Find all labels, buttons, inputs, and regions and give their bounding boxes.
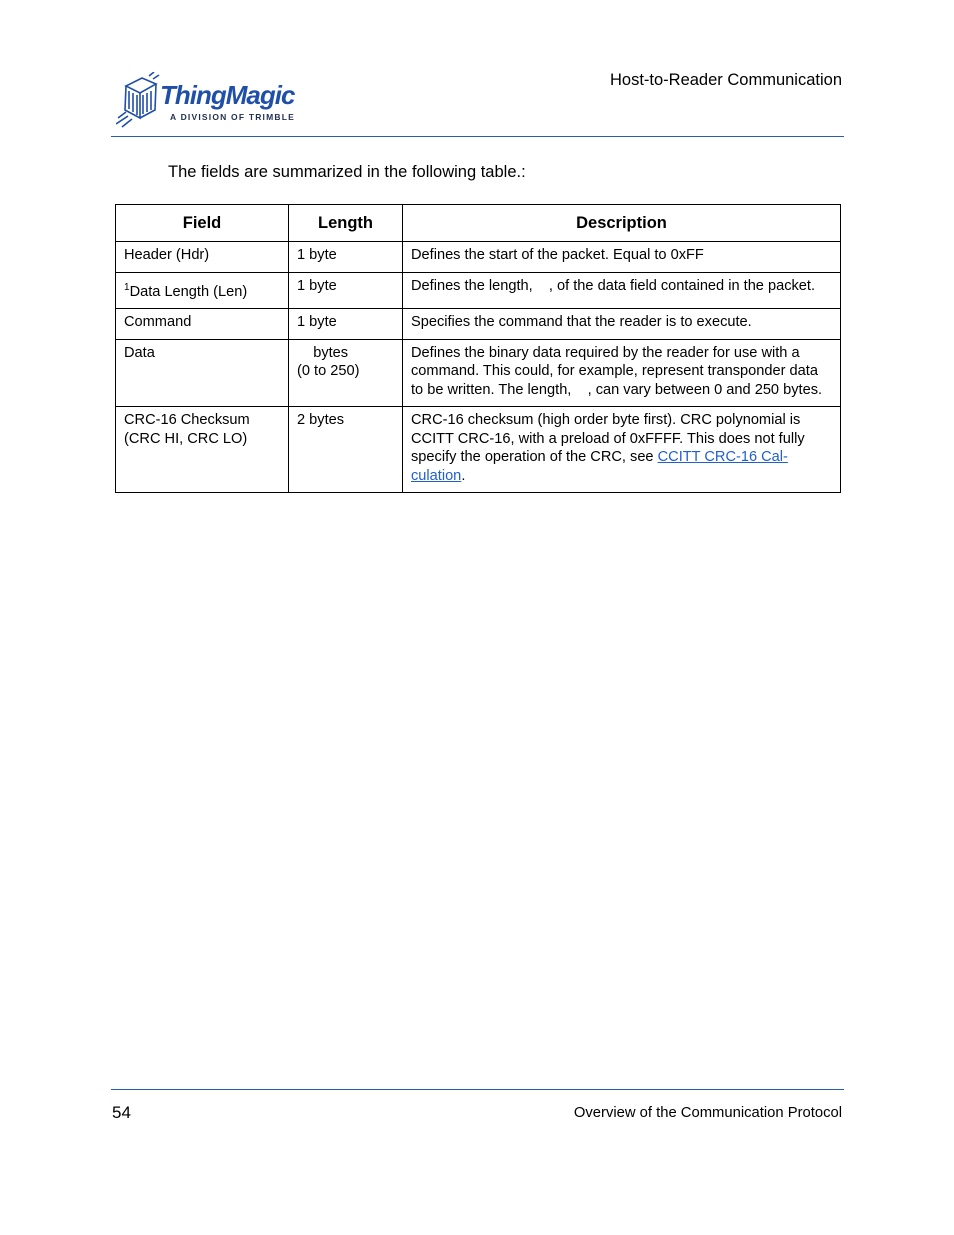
intro-paragraph: The fields are summarized in the following table.: xyxy=(168,163,526,181)
footer-chapter-title: Overview of the Communication Protocol xyxy=(573,1105,842,1121)
field-cell xyxy=(116,272,289,309)
column-header-description: Description xyxy=(403,205,841,242)
fields-table xyxy=(115,204,841,493)
column-header-field: Field xyxy=(116,205,289,242)
logo-wordmark: ThingMagic xyxy=(160,80,295,110)
length-cell: 2 bytes xyxy=(289,407,403,493)
thingmagic-logo xyxy=(116,72,316,132)
description-cell: Defines the length, , of the data field contained in the packet. xyxy=(403,272,841,309)
table-row xyxy=(116,339,841,407)
logo-mark-icon xyxy=(116,72,159,127)
page-number: 54 xyxy=(112,1103,131,1122)
field-label: Data Length (Len) xyxy=(129,283,248,300)
logo-tagline: A DIVISION OF TRIMBLE xyxy=(170,112,295,122)
table-header-row xyxy=(116,205,841,242)
field-cell: Header (Hdr) xyxy=(116,242,289,273)
description-cell: Defines the start of the packet. Equal to 0xFF xyxy=(403,242,841,273)
length-cell: bytes (0 to 250) xyxy=(289,339,403,407)
column-header-length: Length xyxy=(289,205,403,242)
description-cell xyxy=(403,407,841,493)
table-row xyxy=(116,272,841,309)
field-cell: CRC-16 Checksum (CRC HI, CRC LO) xyxy=(116,407,289,493)
description-text: CRC-16 checksum (high order byte first). CRC polynomial is CCITT CRC-16, with a preload of 0xFFFF. This does not fully specify the operation of the CRC, see xyxy=(411,412,805,465)
footnote-marker: 1 xyxy=(124,281,130,293)
description-cell: Specifies the command that the reader is to execute. xyxy=(403,309,841,340)
field-cell: Data xyxy=(116,339,289,407)
length-cell: 1 byte xyxy=(289,272,403,309)
length-cell: 1 byte xyxy=(289,242,403,273)
table-row xyxy=(116,309,841,340)
header-rule xyxy=(111,136,844,137)
section-title: Host-to-Reader Communication xyxy=(609,71,842,89)
description-cell: Defines the binary data required by the reader for use with a command. This could, for example, represent transponder data to be written. The length, , can vary between 0 and 250 bytes. xyxy=(403,339,841,407)
crc-calculation-link[interactable]: CCITT CRC-16 Cal-culation xyxy=(411,449,788,484)
table-row xyxy=(116,407,841,493)
footer-rule xyxy=(111,1089,844,1090)
description-suffix: . xyxy=(461,467,466,484)
length-cell: 1 byte xyxy=(289,309,403,340)
field-cell: Command xyxy=(116,309,289,340)
table-row xyxy=(116,242,841,273)
